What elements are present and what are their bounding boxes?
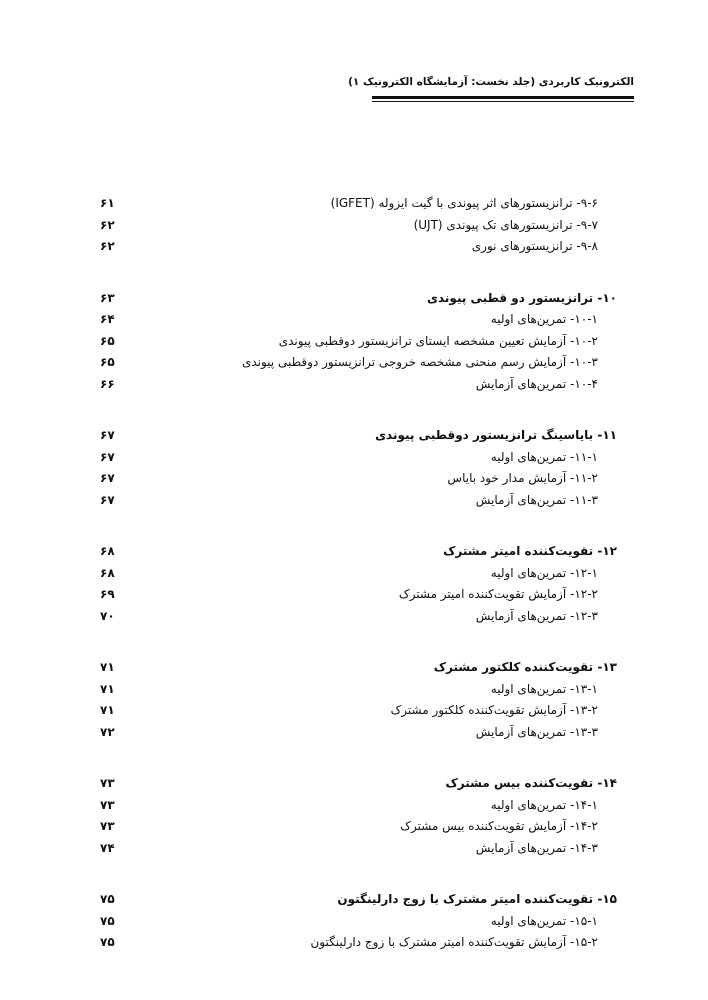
toc-chapter-entry (0, 889, 708, 911)
toc-entry-title: ۱۲-۱- تمرین‌های اولیه (490, 565, 598, 580)
toc-section-entry (0, 795, 708, 817)
toc-page-number: ۶۸ (100, 565, 115, 580)
toc-page-number: ۶۵ (100, 355, 115, 369)
toc-chapter-entry (0, 657, 708, 679)
toc-entry-title: ۱۴-۳- تمرین‌های آزمایش (475, 840, 598, 855)
toc-entry-title: ۱۰-۴- تمرین‌های آزمایش (475, 376, 598, 391)
toc-section-entry (0, 584, 708, 606)
toc-section-entry (0, 193, 708, 215)
toc-section-entry (0, 911, 708, 933)
toc-entry-title: ۹-۷- ترانزیستورهای تک پیوندی (UJT) (413, 217, 598, 232)
toc-page-number: ۷۱ (100, 660, 115, 674)
toc-entry-title: ۱۰-۱- تمرین‌های اولیه (490, 312, 598, 326)
toc-group (0, 773, 708, 859)
toc-page-number: ۷۵ (100, 935, 115, 949)
toc-section-entry (0, 236, 708, 258)
toc-section-entry (0, 447, 708, 469)
toc-chapter-entry (0, 773, 708, 795)
toc-entry-title: ۱۳-۳- تمرین‌های آزمایش (475, 724, 598, 739)
toc-section-entry (0, 563, 708, 585)
toc-entry-title: ۹-۶- ترانزیستورهای اثر پیوندی با گیت ایزوله (IGFET) (330, 196, 598, 210)
toc-page-number: ۶۷ (100, 492, 115, 507)
toc-page-number: ۶۷ (100, 471, 115, 485)
toc-page-number: ۶۱ (100, 196, 115, 210)
toc-page-number: ۷۳ (100, 776, 115, 790)
toc-group (0, 288, 708, 396)
toc-section-entry (0, 309, 708, 331)
toc-group (0, 541, 708, 627)
toc-section-entry (0, 606, 708, 628)
toc-entry-title: ۱۰- ترانزیستور دو قطبی پیوندی (426, 290, 617, 305)
header-rule-thin (372, 101, 634, 102)
toc-page-number: ۶۷ (100, 449, 115, 464)
toc-page-number: ۶۶ (100, 376, 115, 391)
toc-page-number: ۷۱ (100, 703, 115, 717)
running-header: الکترونیک کاربردی (جلد نخست: آزمایشگاه الکترونیک ۱) (348, 76, 634, 88)
toc-page-number: ۶۵ (100, 333, 115, 348)
toc-page-number: ۷۴ (100, 840, 115, 855)
toc-page-number: ۷۵ (100, 913, 115, 928)
toc-entry-title: ۱۱-۱- تمرین‌های اولیه (490, 449, 598, 464)
toc-entry-title: ۱۱- بایاسینگ ترانزیستور دوقطبی پیوندی (375, 428, 617, 442)
toc-section-entry (0, 215, 708, 237)
toc-page-number: ۶۲ (100, 217, 115, 232)
toc-group (0, 657, 708, 743)
toc-entry-title: ۱۰-۲- آزمایش تعیین مشخصه ایستای ترانزیستور دوقطبی پیوندی (278, 333, 598, 348)
toc-entry-title: ۱۵-۲- آزمایش تقویت‌کننده امیتر مشترک با زوج دارلینگتون (310, 935, 598, 949)
toc-section-entry (0, 490, 708, 512)
toc-section-entry (0, 331, 708, 353)
toc-entry-title: ۱۱-۲- آزمایش مدار خود بایاس (447, 471, 598, 485)
toc-page-number: ۶۳ (100, 290, 115, 305)
toc-entry-title: ۱۴-۲- آزمایش تقویت‌کننده بیس مشترک (400, 819, 598, 833)
toc-group (0, 193, 708, 258)
toc-page-number: ۷۰ (100, 608, 115, 623)
toc-entry-title: ۱۲-۳- تمرین‌های آزمایش (475, 608, 598, 623)
toc-entry-title: ۱۴-۱- تمرین‌های اولیه (490, 797, 598, 812)
toc-entry-title: ۱۲-۲- آزمایش تقویت‌کننده امیتر مشترک (398, 587, 598, 601)
toc-chapter-entry (0, 425, 708, 447)
toc-section-entry (0, 352, 708, 374)
toc-section-entry (0, 838, 708, 860)
toc-section-entry (0, 679, 708, 701)
toc-section-entry (0, 700, 708, 722)
toc-page-number: ۶۷ (100, 428, 115, 442)
toc-entry-title: ۱۳-۱- تمرین‌های اولیه (490, 681, 598, 696)
toc-section-entry (0, 932, 708, 954)
toc-entry-title: ۱۵-۱- تمرین‌های اولیه (490, 913, 598, 928)
toc-page-number: ۶۸ (100, 544, 115, 558)
toc-page-number: ۶۹ (100, 587, 115, 601)
toc-entry-title: ۱۳- تقویت‌کننده کلکتور مشترک (433, 660, 617, 674)
toc-page-number: ۷۲ (100, 724, 115, 739)
toc-entry-title: ۹-۸- ترانزیستورهای نوری (471, 239, 598, 253)
toc-group (0, 425, 708, 511)
toc-section-entry (0, 374, 708, 396)
toc-entry-title: ۱۰-۳- آزمایش رسم منحنی مشخصه خروجی ترانزیستور دوقطبی پیوندی (241, 355, 598, 369)
toc-section-entry (0, 468, 708, 490)
toc-group (0, 889, 708, 954)
toc-page-number: ۶۴ (100, 312, 115, 326)
toc-page-number: ۶۲ (100, 239, 115, 253)
toc-chapter-entry (0, 541, 708, 563)
toc-page-number: ۷۳ (100, 797, 115, 812)
toc-entry-title: ۱۵- تقویت‌کننده امیتر مشترک با زوج دارلینگتون (337, 892, 617, 906)
header-rule-thick (372, 96, 634, 99)
toc-entry-title: ۱۱-۳- تمرین‌های آزمایش (475, 492, 598, 507)
toc-page-number: ۷۳ (100, 819, 115, 833)
toc-page-number: ۷۱ (100, 681, 115, 696)
toc-entry-title: ۱۴- تقویت‌کننده بیس مشترک (445, 776, 617, 790)
toc-entry-title: ۱۳-۲- آزمایش تقویت‌کننده کلکتور مشترک (390, 703, 598, 717)
toc-section-entry (0, 816, 708, 838)
table-of-contents (0, 193, 708, 984)
toc-page-number: ۷۵ (100, 892, 115, 906)
toc-chapter-entry (0, 288, 708, 310)
toc-entry-title: ۱۲- تقویت‌کننده امیتر مشترک (443, 544, 617, 558)
toc-section-entry (0, 722, 708, 744)
